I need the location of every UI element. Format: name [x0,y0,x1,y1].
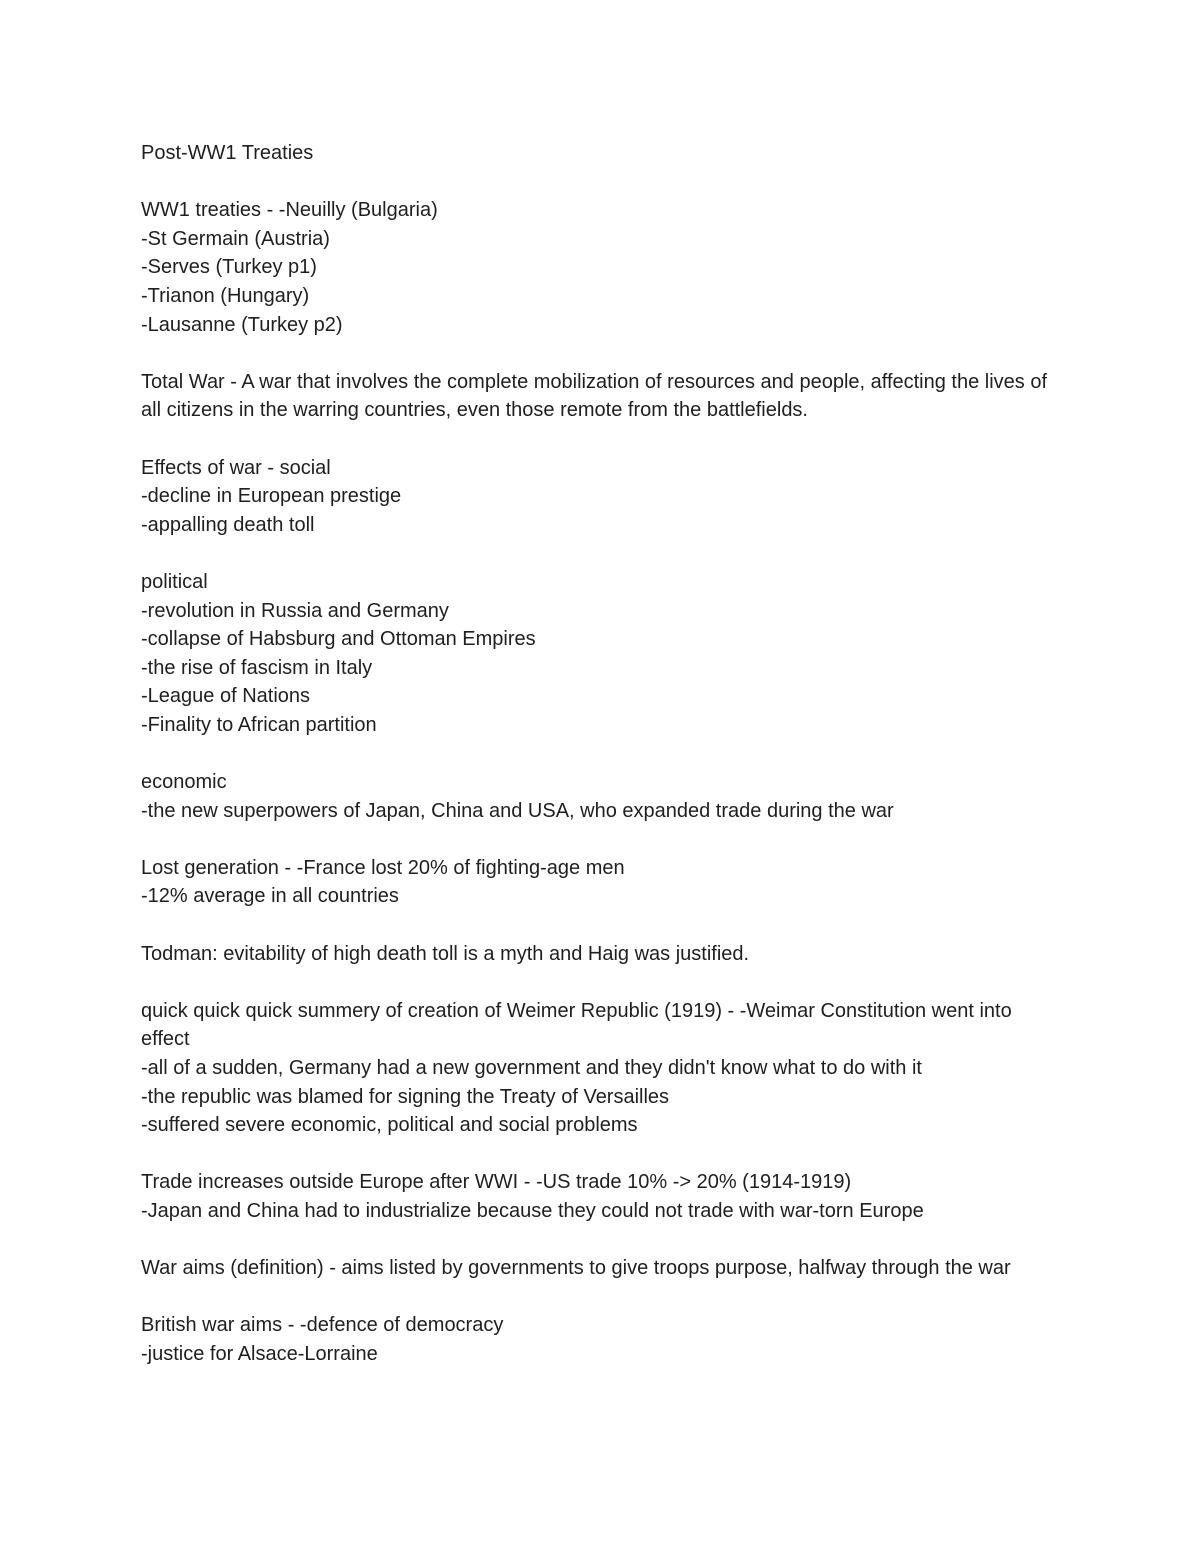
spacer [141,1140,1061,1169]
text-line: -justice for Alsace-Lorraine [141,1342,378,1365]
text-line: -Japan and China had to industrialize because they could not trade with war-torn Europe [141,1199,924,1222]
section-todman [141,940,1061,969]
text-line: -the rise of fascism in Italy [141,656,373,679]
text-line: -revolution in Russia and Germany [141,599,449,622]
section-trade [141,1168,1061,1225]
text-line: -the new superpowers of Japan, China and USA, who expanded trade during the war [141,799,894,822]
text-line: -suffered severe economic, political and social problems [141,1114,638,1137]
section-treaties [141,196,1061,339]
text-line: -League of Nations [141,685,311,708]
section-total-war [141,368,1061,425]
text-line: -St Germain (Austria) [141,227,330,250]
document-title: Post-WW1 Treaties [141,142,314,164]
text-line: -Lausanne (Turkey p2) [141,313,343,336]
spacer [141,911,1061,940]
section-economic [141,768,1061,825]
text-line: War aims (definition) - aims listed by governments to give troops purpose, halfway through the war [141,1257,1011,1280]
text-line: -Serves (Turkey p1) [141,256,317,279]
text-line: -collapse of Habsburg and Ottoman Empires [141,628,536,651]
text-line: quick quick quick summery of creation of Weimer Republic (1919) - -Weimar Constitution went into effect [141,999,1018,1051]
text-line: Todman: evitability of high death toll is a myth and Haig was justified. [141,942,750,965]
section-british-war-aims [141,1311,1061,1368]
spacer [141,339,1061,368]
spacer [141,825,1061,854]
text-line: WW1 treaties - -Neuilly (Bulgaria) [141,199,438,222]
section-effects-social [141,454,1061,540]
spacer [141,425,1061,454]
spacer [141,1283,1061,1312]
text-line: Effects of war - social [141,456,331,479]
section-lost-generation [141,854,1061,911]
spacer [141,168,1061,197]
spacer [141,968,1061,997]
text-line: -Finality to African partition [141,713,377,736]
text-line: economic [141,771,227,794]
text-line: -all of a sudden, Germany had a new government and they didn't know what to do with it [141,1057,922,1079]
section-war-aims [141,1254,1061,1283]
document-body [141,139,1061,1369]
text-line: Trade increases outside Europe after WWI - -US trade 10% -> 20% (1914-1919) [141,1171,852,1194]
text-line: -Trianon (Hungary) [141,284,310,307]
text-line: Lost generation - -France lost 20% of fighting-age men [141,856,625,879]
text-line: Total War - A war that involves the complete mobilization of resources and people, affecting the lives of all citizens in the warring countries, even those remote from the battlefields. [141,370,1053,422]
text-line: -decline in European prestige [141,485,402,508]
text-line: -12% average in all countries [141,885,399,908]
spacer [141,739,1061,768]
section-political [141,568,1061,740]
text-line: -the republic was blamed for signing the Treaty of Versailles [141,1085,670,1108]
text-line: political [141,570,208,593]
text-line: British war aims - -defence of democracy [141,1314,504,1337]
text-line: -appalling death toll [141,513,315,536]
section-weimar [141,997,1061,1140]
spacer [141,1226,1061,1255]
spacer [141,539,1061,568]
